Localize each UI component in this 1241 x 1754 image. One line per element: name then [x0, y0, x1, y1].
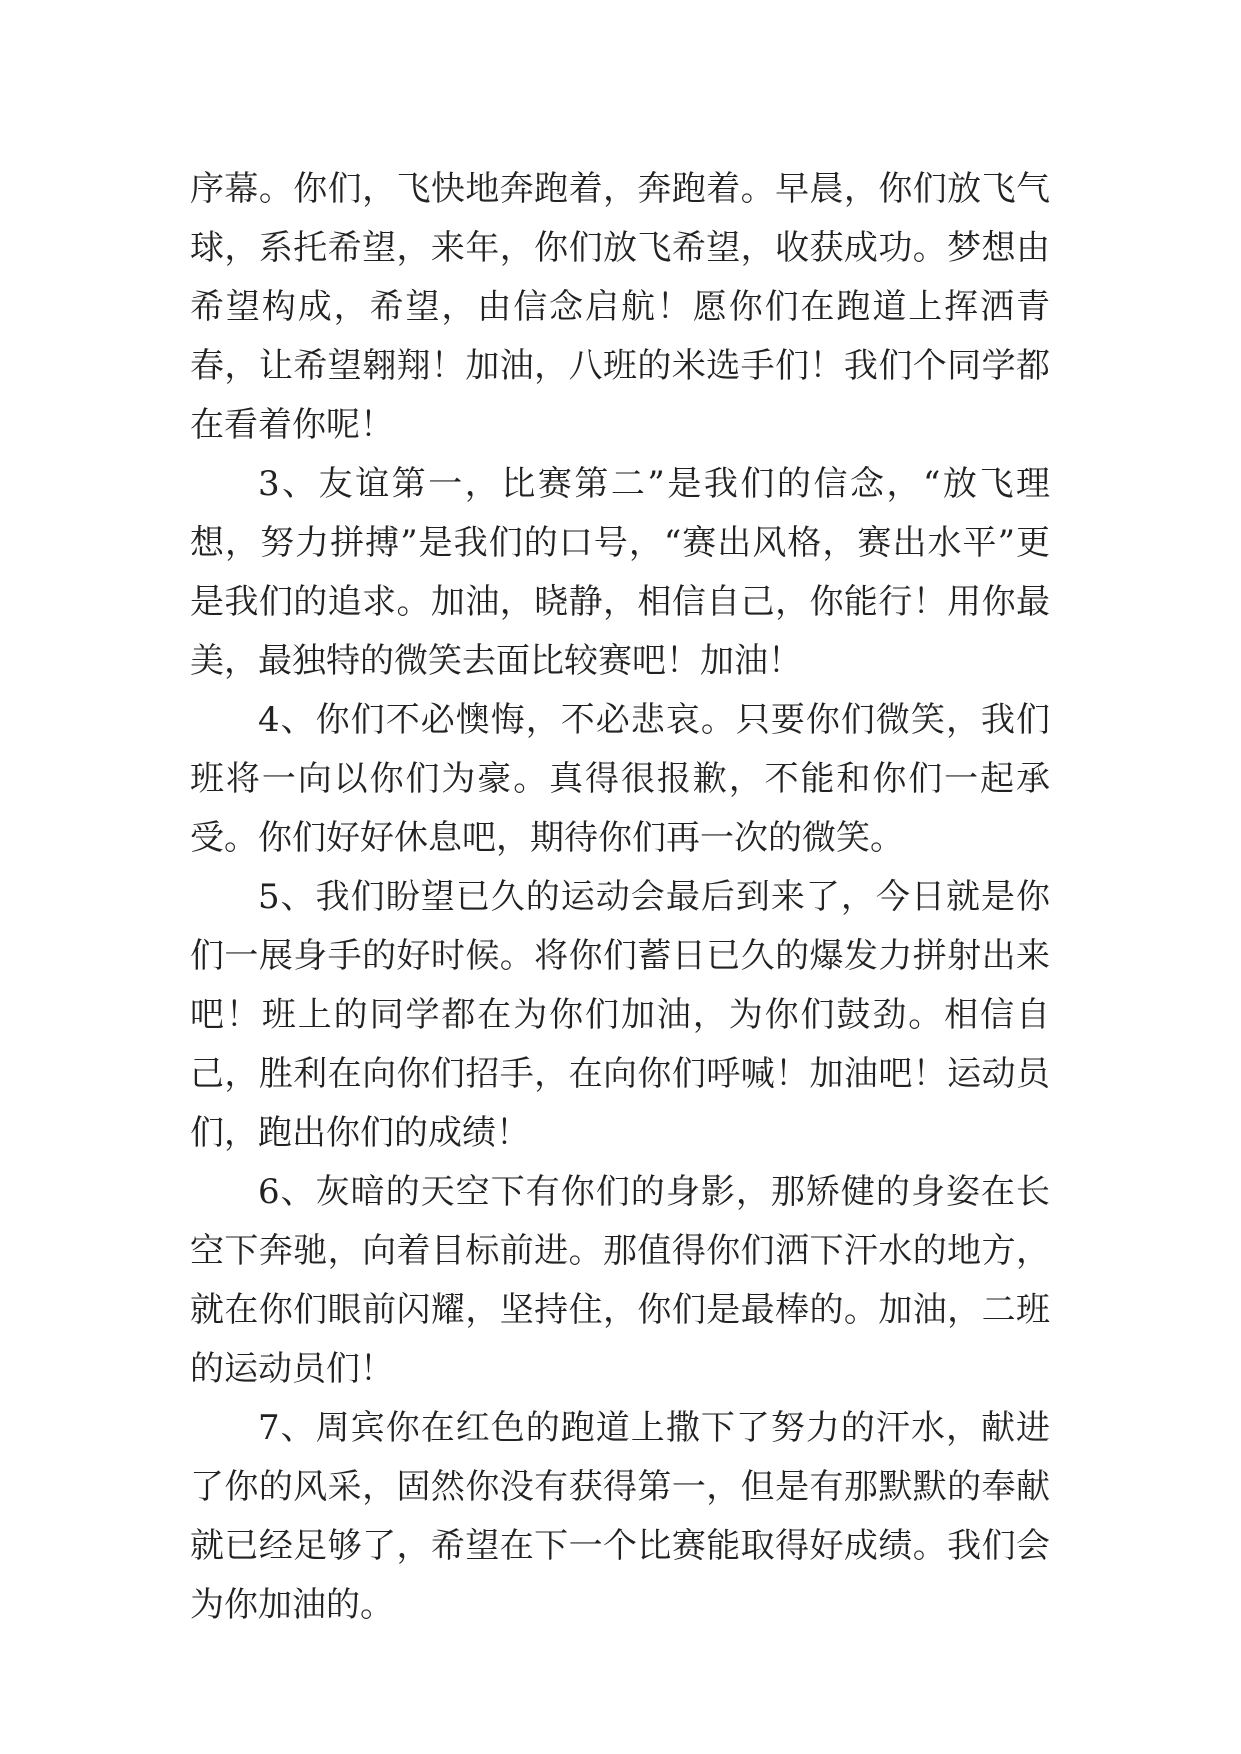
paragraph-1: 序幕。你们，飞快地奔跑着，奔跑着。早晨，你们放飞气球，系托希望，来年，你们放飞希望，收获成功。梦想由希望构成，希望，由信念启航！愿你们在跑道上挥洒青春，让希望翱翔！加油，八班的米选手们！我们个同学都在看着你呢！: [190, 169, 1050, 445]
paragraph-3: 4、你们不必懊悔，不必悲哀。只要你们微笑，我们班将一向以你们为豪。真得很报歉，不能和你们一起承受。你们好好休息吧，期待你们再一次的微笑。: [190, 700, 1050, 858]
paragraph-4: 5、我们盼望已久的运动会最后到来了，今日就是你们一展身手的好时候。将你们蓄日已久的爆发力拼射出来吧！班上的同学都在为你们加油，为你们鼓劲。相信自己，胜利在向你们招手，在向你们呼喊！加油吧！运动员们，跑出你们的成绩！: [190, 877, 1050, 1153]
document-body: [190, 160, 1050, 1635]
paragraph-6: 7、周宾你在红色的跑道上撒下了努力的汗水，献进了你的风采，固然你没有获得第一，但是有那默默的奉献就已经足够了，希望在下一个比赛能取得好成绩。我们会为你加油的。: [190, 1408, 1050, 1625]
paragraph-2: 3、友谊第一，比赛第二”是我们的信念，“放飞理想，努力拼搏”是我们的口号，“赛出风格，赛出水平”更是我们的追求。加油，晓静，相信自己，你能行！用你最美，最独特的微笑去面比较赛吧！加油！: [190, 464, 1050, 681]
paragraph-5: 6、灰暗的天空下有你们的身影，那矫健的身姿在长空下奔驰，向着目标前进。那值得你们洒下汗水的地方，就在你们眼前闪耀，坚持住，你们是最棒的。加油，二班的运动员们！: [190, 1172, 1050, 1389]
